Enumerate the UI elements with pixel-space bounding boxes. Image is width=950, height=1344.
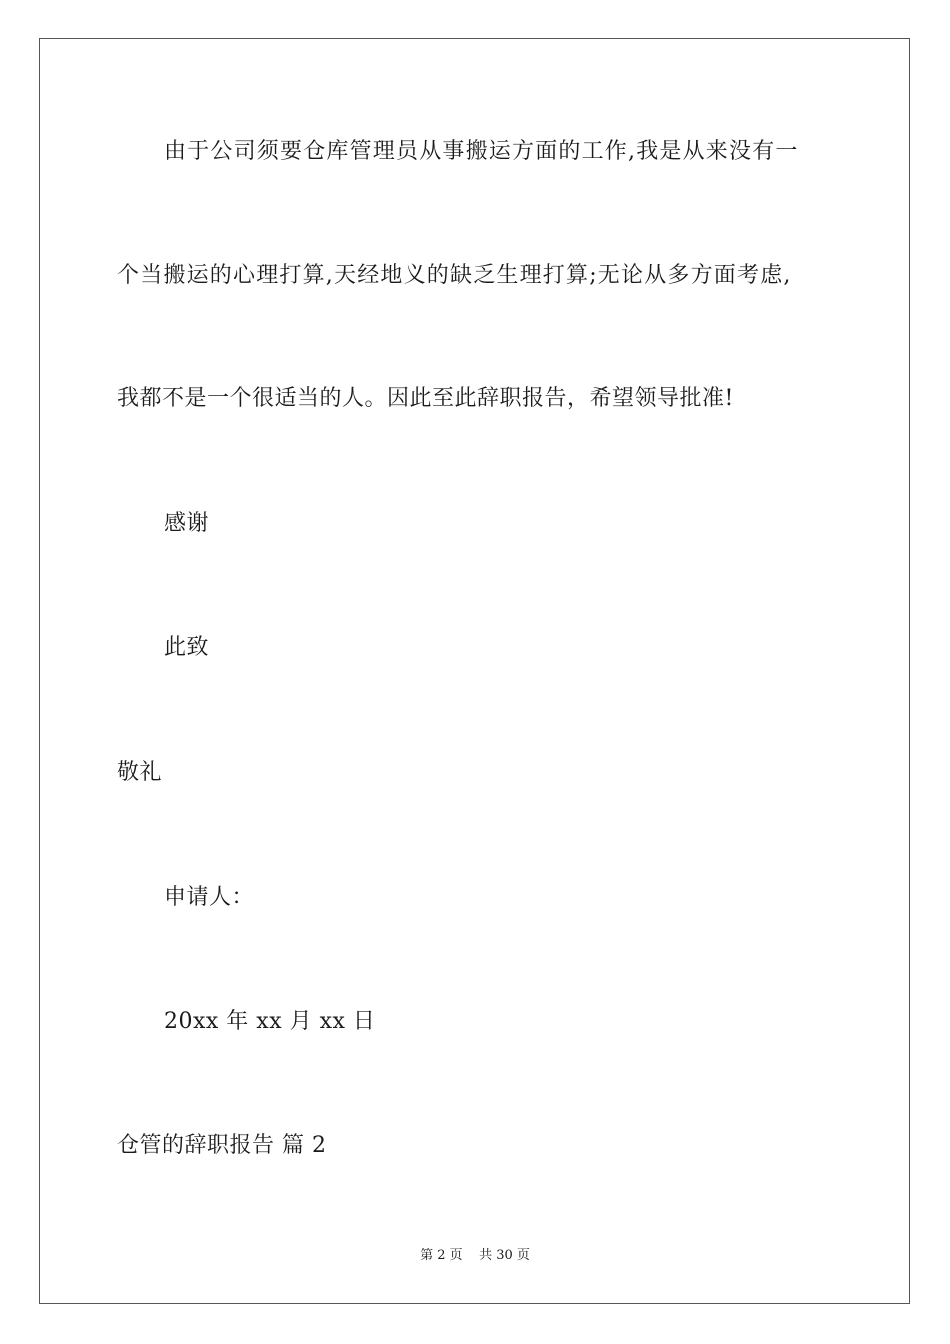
closing-to-text: 此致 xyxy=(164,635,210,660)
date-text: 20xx 年 xx 月 xx 日 xyxy=(164,1009,376,1034)
paragraph-line-1: 由于公司须要仓库管理员从事搬运方面的工作,我是从来没有一 xyxy=(164,139,799,164)
page-border xyxy=(39,38,910,1304)
applicant-label: 申请人： xyxy=(164,885,255,910)
thanks-text: 感谢 xyxy=(164,511,210,536)
paragraph-line-3: 我都不是一个很适当的人。因此至此辞职报告，希望领导批准! xyxy=(117,386,734,411)
paragraph-line-2: 个当搬运的心理打算,天经地义的缺乏生理打算;无论从多方面考虑, xyxy=(117,263,792,288)
regards-text: 敬礼 xyxy=(117,760,163,785)
page-number-footer: 第 2 页 共 30 页 xyxy=(420,1248,530,1263)
section-heading: 仓管的辞职报告 篇 2 xyxy=(117,1133,327,1158)
